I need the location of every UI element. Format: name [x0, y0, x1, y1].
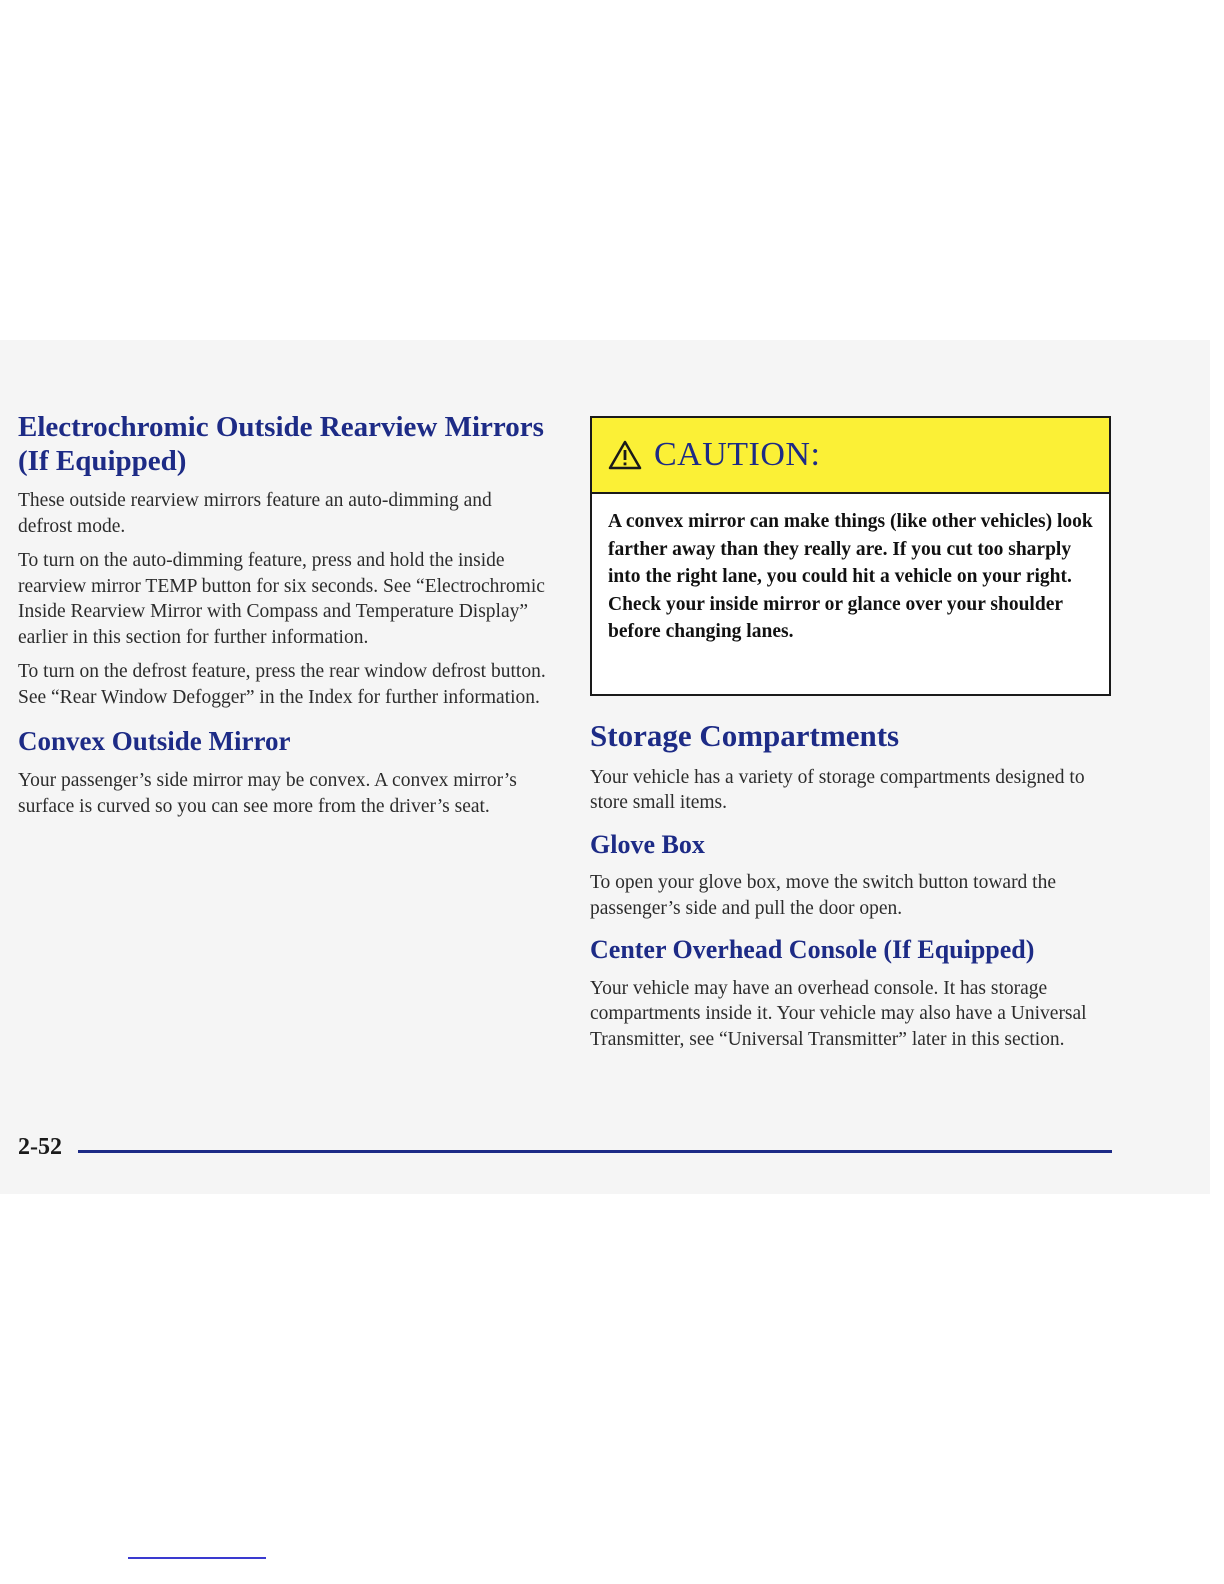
heading-glove-box: Glove Box	[590, 829, 705, 859]
warning-triangle-icon	[608, 440, 642, 470]
bottom-link-underline	[128, 1557, 266, 1559]
paragraph-defrost: To turn on the defrost feature, press the rear window defrost button. See “Rear Window Defogger” in the Index for further information.	[18, 661, 546, 708]
paragraph-convex-mirror: Your passenger’s side mirror may be convex. A convex mirror’s surface is curved so you can see more from the driver’s seat.	[18, 770, 517, 817]
right-column	[590, 416, 1115, 1061]
paragraph-glove-box: To open your glove box, move the switch button toward the passenger’s side and pull the door open.	[590, 872, 1057, 919]
heading-convex-mirror: Convex Outside Mirror	[18, 726, 291, 757]
caution-title: CAUTION:	[654, 436, 821, 473]
heading-electrochromic-mirrors: Electrochromic Outside Rearview Mirrors (If Equipped)	[18, 411, 544, 478]
left-column	[18, 410, 548, 828]
heading-storage-compartments: Storage Compartments	[590, 718, 900, 753]
caution-header	[592, 418, 1109, 494]
paragraph-overhead-console: Your vehicle may have an overhead console. It has storage compartments inside it. Your vehicle may also have a Universal Transmitter, see “Universal Transmitter” later in this section.	[590, 977, 1087, 1050]
heading-overhead-console: Center Overhead Console (If Equipped)	[590, 935, 1035, 965]
paragraph-storage: Your vehicle has a variety of storage compartments designed to store small items.	[590, 766, 1085, 814]
caution-box	[590, 416, 1111, 696]
paragraph-auto-dimming: To turn on the auto-dimming feature, press and hold the inside rearview mirror TEMP button for six seconds. See “Electrochromic Inside Rearview Mirror with Compass and Temperature Display” earlier in this section for further information.	[18, 550, 545, 648]
page-number: 2-52	[18, 1134, 62, 1160]
footer-divider	[78, 1150, 1112, 1153]
paragraph-mirror-features: These outside rearview mirrors feature an auto-dimming and defrost mode.	[18, 490, 492, 537]
caution-text: A convex mirror can make things (like other vehicles) look farther away than they really are. If you cut too sharply into the right lane, you could hit a vehicle on your right. Check your inside mirror or glance over your shoulder before changing lanes.	[608, 511, 1093, 642]
